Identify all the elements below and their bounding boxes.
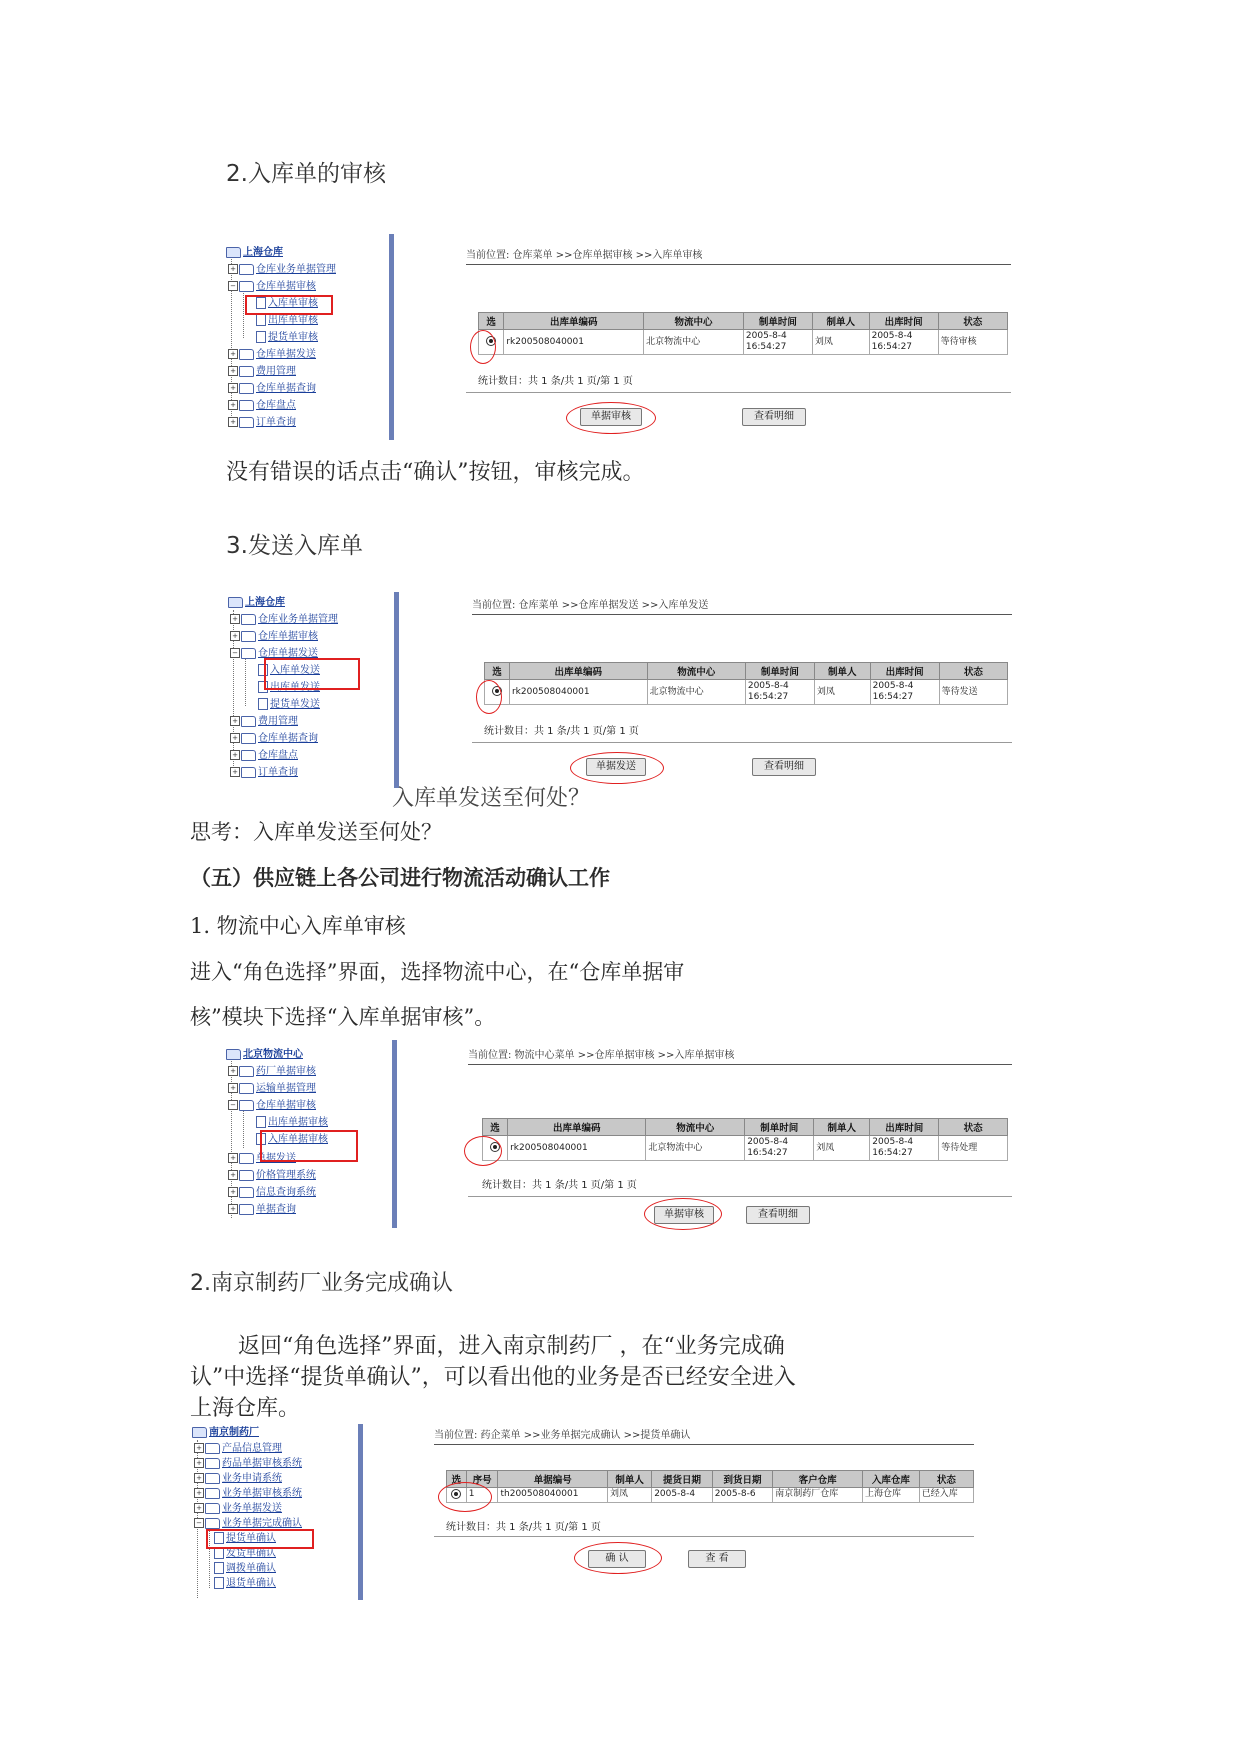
breadcrumb: 当前位置: 药企菜单 >>业务单据完成确认 >>提货单确认 [434,1430,691,1441]
tree-item[interactable]: + 仓库盘点 [228,399,296,413]
col-header: 出库时间 [870,1119,939,1136]
tree-item[interactable]: + 仓库单据发送 [228,348,316,362]
think-question: 思考：入库单发送至何处？ [190,820,442,844]
col-header: 出库时间 [869,313,938,330]
cell-status: 等待发送 [939,680,1007,705]
cell-center: 北京物流中心 [644,330,744,355]
folder-icon [241,631,256,642]
cell-created: 2005-8-4 16:54:27 [743,330,812,355]
folder-icon [239,383,254,394]
cell-code: rk200508040001 [504,330,644,355]
col-header: 制单人 [607,1471,651,1488]
plus-icon[interactable]: + [228,1170,238,1180]
document-icon [256,1116,266,1128]
folder-icon [205,1443,220,1454]
col-header: 提货日期 [652,1471,713,1488]
tree-item[interactable]: + 仓库单据审核 [230,630,318,644]
plus-icon[interactable]: + [228,383,238,393]
folder-icon [241,614,256,625]
inbound-table [478,312,1008,355]
folder-icon [239,1066,254,1077]
item2-line2: 认”中选择“提货单确认”，可以看出他的业务是否已经安全进入 [190,1365,796,1390]
document-icon [258,698,268,710]
cell-creator: 刘凤 [607,1488,651,1503]
folder-icon [241,767,256,778]
table-header [479,313,1008,330]
note-confirm: 没有错误的话点击“确认”按钮，审核完成。 [226,460,645,485]
col-header: 制单时间 [745,663,814,680]
tree-root[interactable]: 南京制药厂 [192,1426,259,1440]
tree-item[interactable]: − 业务单据完成确认 [194,1517,302,1531]
cell-status: 等待审核 [938,330,1007,355]
cell-outbound-time: 2005-8-4 16:54:27 [870,680,939,705]
folder-icon [239,1204,254,1215]
col-header: 入库仓库 [863,1471,920,1488]
tree-item[interactable]: 退货单确认 [214,1577,276,1591]
folder-icon [192,1427,207,1438]
minus-icon[interactable]: − [228,281,238,291]
document-icon [256,1133,266,1145]
table-row[interactable] [485,680,1008,705]
cell-created: 2005-8-4 16:54:27 [745,680,814,705]
tree-item[interactable]: + 费用管理 [230,715,298,729]
part5-title: （五）供应链上各公司进行物流活动确认工作 [190,865,610,890]
cell-creator: 刘凤 [814,680,870,705]
col-header: 状态 [939,663,1007,680]
select-radio[interactable] [490,1142,500,1152]
plus-icon[interactable]: + [228,1204,238,1214]
cell-creator: 刘凤 [814,1136,870,1161]
folder-icon [241,750,256,761]
tree-item[interactable]: + 订单查询 [230,766,298,780]
view-details-button[interactable]: 查看明细 [746,1206,810,1224]
cutoff-caption: 入库单发送至何处？ [392,786,591,811]
cell-created: 2005-8-4 16:54:27 [745,1136,814,1161]
folder-icon [239,1187,254,1198]
table-header [485,663,1008,680]
plus-icon[interactable]: + [228,1083,238,1093]
col-header: 制单人 [812,313,869,330]
folder-icon [241,716,256,727]
plus-icon[interactable]: + [228,1187,238,1197]
breadcrumb: 当前位置: 物流中心菜单 >>仓库单据审核 >>入库单据审核 [468,1050,735,1061]
view-details-button[interactable]: 查看明细 [742,408,806,426]
plus-icon[interactable]: + [230,733,240,743]
col-header: 客户仓库 [773,1471,863,1488]
folder-icon [239,366,254,377]
col-header: 出库单编码 [509,663,647,680]
tree-item[interactable]: + 单据查询 [228,1203,296,1217]
folder-icon [239,417,254,428]
col-header: 制单时间 [745,1119,814,1136]
folder-icon [205,1503,220,1514]
folder-icon [205,1488,220,1499]
select-radio[interactable] [486,336,496,346]
folder-icon [228,597,243,608]
audit-button[interactable]: 单据审核 [580,408,642,426]
plus-icon[interactable]: + [228,366,238,376]
item2-line3: 上海仓库。 [190,1396,301,1421]
tree-item[interactable]: + 药厂单据审核 [228,1065,316,1079]
col-header: 出库单编码 [504,313,644,330]
col-header: 到货日期 [712,1471,773,1488]
tree-root[interactable]: 上海仓库 [226,246,283,260]
folder-icon [205,1518,220,1529]
section-title-audit: 2.入库单的审核 [226,161,386,187]
tree-item[interactable]: − 仓库单据发送 [230,647,318,661]
breadcrumb: 当前位置: 仓库菜单 >>仓库单据审核 >>入库单审核 [466,250,703,261]
plus-icon[interactable]: + [230,614,240,624]
tree-item-inbound-send[interactable]: 入库单发送 [258,664,320,678]
cell-center: 北京物流中心 [646,1136,745,1161]
col-header: 出库单编码 [508,1119,646,1136]
folder-icon [239,1100,254,1111]
folder-icon [226,1049,241,1060]
plus-icon[interactable]: + [228,264,238,274]
document-icon [214,1562,224,1574]
cell-creator: 刘凤 [812,330,869,355]
tree-item[interactable]: 提货单发送 [258,698,320,712]
document-icon [214,1547,224,1559]
tree-item[interactable]: + 业务单据发送 [194,1502,282,1516]
table-row[interactable] [483,1136,1008,1161]
col-header: 选 [447,1471,467,1488]
tree-item[interactable]: + 费用管理 [228,365,296,379]
tree-item[interactable]: + 业务单据审核系统 [194,1487,302,1501]
folder-icon [239,1153,254,1164]
col-header: 出库时间 [870,663,939,680]
folder-icon [239,400,254,411]
cell-status: 等待处理 [939,1136,1008,1161]
folder-icon [239,281,254,292]
tree-item[interactable]: − 仓库单据审核 [228,280,316,294]
item2-title: 2.南京制药厂业务完成确认 [190,1271,453,1296]
table-header [447,1471,974,1488]
send-button[interactable]: 单据发送 [586,758,646,776]
document-icon [214,1532,224,1544]
plus-icon[interactable]: + [230,750,240,760]
screenshot-pickup-confirm [190,1422,980,1602]
breadcrumb: 当前位置: 仓库菜单 >>仓库单据发送 >>入库单发送 [472,600,709,611]
tree-item[interactable]: + 订单查询 [228,416,296,430]
tree-item[interactable]: + 药品单据审核系统 [194,1457,302,1471]
col-header: 选 [485,663,510,680]
col-header: 单据编号 [498,1471,607,1488]
tree-item[interactable]: + 信息查询系统 [228,1186,316,1200]
tree-item[interactable]: + 单据发送 [228,1152,296,1166]
plus-icon[interactable]: + [228,1153,238,1163]
folder-icon [239,1083,254,1094]
section-title-send: 3.发送入库单 [226,533,363,559]
tree-item[interactable]: − 仓库单据审核 [228,1099,316,1113]
tree-item[interactable]: 发货单确认 [214,1547,276,1561]
cell-code: rk200508040001 [508,1136,646,1161]
col-header: 状态 [938,313,1007,330]
folder-icon [241,733,256,744]
col-header: 物流中心 [647,663,745,680]
folder-icon [226,247,241,258]
cell-outbound-time: 2005-8-4 16:54:27 [870,1136,939,1161]
table-row[interactable] [447,1488,974,1503]
stats-text: 统计数目：共 1 条/共 1 页/第 1 页 [484,726,639,737]
cell-code: rk200508040001 [509,680,647,705]
cell-index: 1 [466,1488,498,1503]
minus-icon[interactable]: − [194,1518,204,1528]
screenshot-inbound-send [226,590,1020,811]
col-header: 制单人 [814,1119,870,1136]
col-header: 物流中心 [644,313,744,330]
col-header: 选 [483,1119,508,1136]
col-header: 制单人 [814,663,870,680]
tree-item[interactable]: 出库单发送 [258,681,320,695]
plus-icon[interactable]: + [228,400,238,410]
plus-icon[interactable]: + [194,1503,204,1513]
stats-text: 统计数目：共 1 条/共 1 页/第 1 页 [482,1180,637,1191]
plus-icon[interactable]: + [228,417,238,427]
plus-icon[interactable]: + [230,716,240,726]
stats-text: 统计数目：共 1 条/共 1 页/第 1 页 [478,376,633,387]
cell-client-warehouse: 南京制药厂仓库 [773,1488,863,1503]
tree-root[interactable]: 北京物流中心 [226,1048,303,1062]
col-header: 状态 [939,1119,1008,1136]
item2-line1: 返回“角色选择”界面，进入南京制药厂 ，在“业务完成确 [238,1334,785,1359]
folder-icon [241,648,256,659]
folder-icon [205,1473,220,1484]
plus-icon[interactable]: + [228,1066,238,1076]
folder-icon [205,1458,220,1469]
tree-item[interactable]: 出库单审核 [256,314,318,328]
document-icon [258,681,268,693]
plus-icon[interactable]: + [194,1458,204,1468]
minus-icon[interactable]: − [230,648,240,658]
document-icon [256,331,266,343]
select-radio[interactable] [492,686,502,696]
plus-icon[interactable]: + [194,1443,204,1453]
screenshot-logistics-inbound-audit [224,1038,1020,1230]
tree-item[interactable]: 调拨单确认 [214,1562,276,1576]
plus-icon[interactable]: + [228,349,238,359]
col-header: 状态 [919,1471,973,1488]
view-button[interactable]: 查 看 [688,1550,746,1568]
tree-item-pickup-confirm[interactable]: 提货单确认 [214,1532,276,1546]
stats-text: 统计数目：共 1 条/共 1 页/第 1 页 [446,1522,601,1533]
screenshot-inbound-audit [224,232,1020,442]
item1-line2: 核”模块下选择“入库单据审核”。 [190,1005,496,1029]
folder-icon [239,349,254,360]
tree-item[interactable]: + 价格管理系统 [228,1169,316,1183]
tree-item[interactable]: + 仓库业务单据管理 [228,263,336,277]
plus-icon[interactable]: + [230,767,240,777]
folder-icon [239,264,254,275]
cell-doc-number: th200508040001 [498,1488,607,1503]
view-details-button[interactable]: 查看明细 [752,758,816,776]
tree-item[interactable]: + 仓库单据查询 [228,382,316,396]
cell-inbound-warehouse: 上海仓库 [863,1488,920,1503]
table-row[interactable] [479,330,1008,355]
cell-pickup-date: 2005-8-4 [652,1488,713,1503]
tree-item-inbound-audit[interactable]: 入库单据审核 [256,1133,328,1147]
minus-icon[interactable]: − [228,1100,238,1110]
tree-item[interactable]: 出库单据审核 [256,1116,328,1130]
tree-item[interactable]: + 业务申请系统 [194,1472,282,1486]
cell-outbound-time: 2005-8-4 16:54:27 [869,330,938,355]
tree-root[interactable]: 上海仓库 [228,596,285,610]
cell-arrival-date: 2005-8-6 [712,1488,773,1503]
tree-item[interactable]: + 仓库单据查询 [230,732,318,746]
tree-item[interactable]: 提货单审核 [256,331,318,345]
folder-icon [239,1170,254,1181]
send-table [484,662,1008,705]
select-radio[interactable] [451,1489,461,1499]
tree-item[interactable]: + 仓库盘点 [230,749,298,763]
document-icon [256,314,266,326]
col-header: 物流中心 [646,1119,745,1136]
document-icon [258,664,268,676]
document-icon [256,297,266,309]
item1-line1: 进入“角色选择”界面，选择物流中心，在“仓库单据审 [190,960,685,984]
plus-icon[interactable]: + [230,631,240,641]
col-header: 选 [479,313,504,330]
item1-title: 1. 物流中心入库单审核 [190,914,406,938]
col-header: 制单时间 [743,313,812,330]
tree-item[interactable]: + 产品信息管理 [194,1442,282,1456]
audit-button[interactable]: 单据审核 [654,1206,714,1224]
confirm-button[interactable]: 确 认 [588,1550,646,1568]
plus-icon[interactable]: + [194,1473,204,1483]
plus-icon[interactable]: + [194,1488,204,1498]
pickup-table [446,1470,974,1503]
col-header: 序号 [466,1471,498,1488]
tree-item-inbound-audit[interactable]: 入库单审核 [256,297,318,311]
logistics-inbound-table [482,1118,1008,1161]
table-header [483,1119,1008,1136]
cell-center: 北京物流中心 [647,680,745,705]
tree-item[interactable]: + 运输单据管理 [228,1082,316,1096]
document-icon [214,1577,224,1589]
cell-status: 已经入库 [919,1488,973,1503]
tree-item[interactable]: + 仓库业务单据管理 [230,613,338,627]
